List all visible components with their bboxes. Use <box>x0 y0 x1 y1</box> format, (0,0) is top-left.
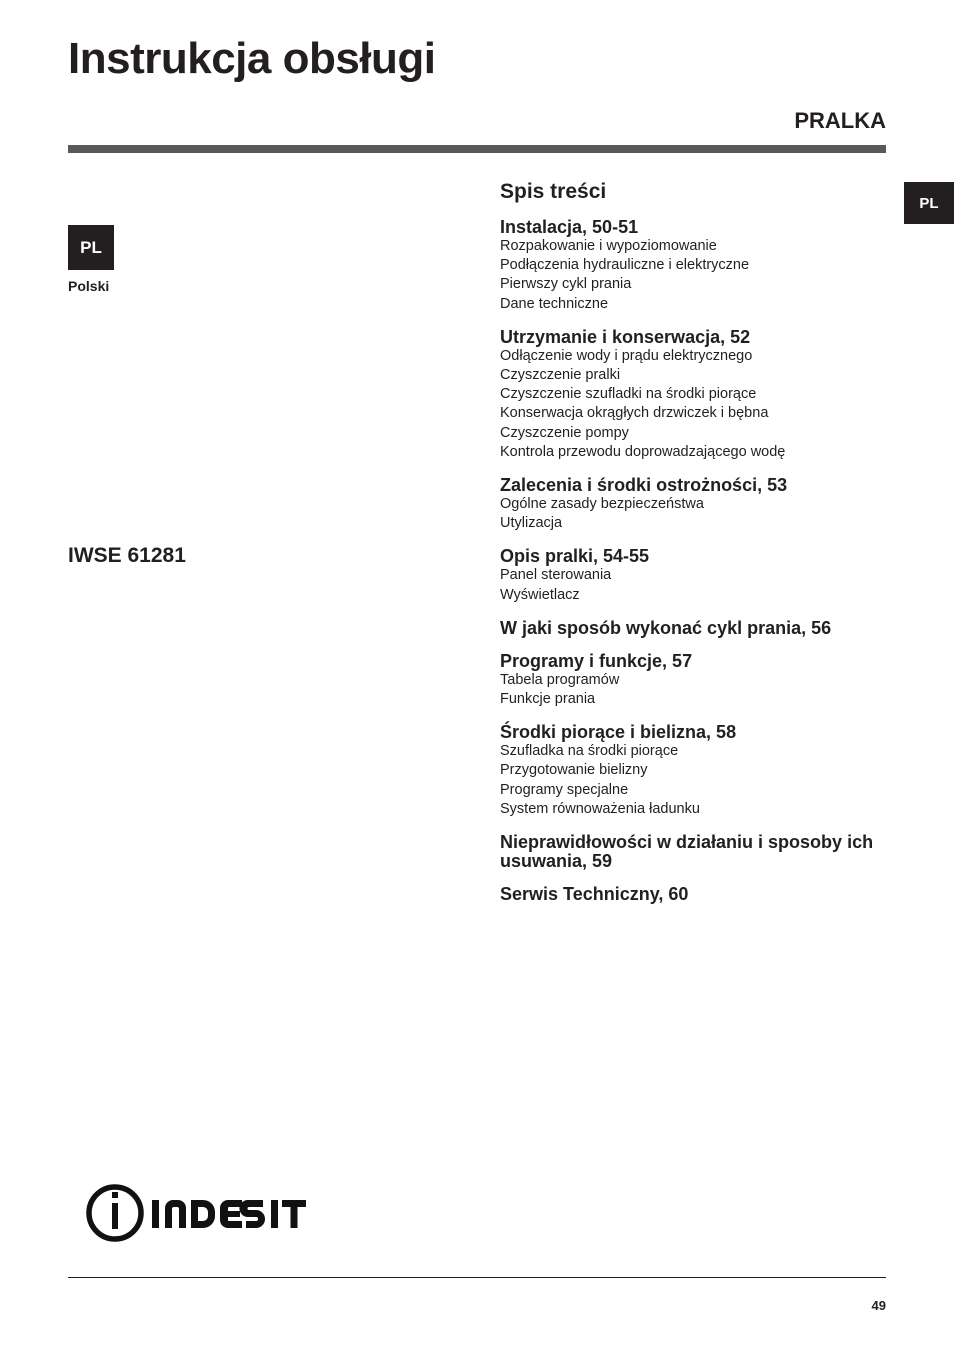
toc-section-item: Czyszczenie pralki <box>500 367 621 384</box>
toc-section-title: Serwis Techniczny, 60 <box>500 884 689 905</box>
indesit-emblem-icon <box>89 1187 141 1239</box>
table-of-contents <box>500 179 886 918</box>
toc-section <box>500 833 886 871</box>
footer-divider <box>68 1277 886 1278</box>
language-badge: PL <box>68 225 114 270</box>
toc-section-title: W jaki sposób wykonać cykl prania, 56 <box>500 617 832 638</box>
language-name: Polski <box>68 278 110 294</box>
toc-section-title: Środki piorące i bielizna, 58 <box>500 722 737 743</box>
indesit-logo <box>86 1183 316 1243</box>
toc-section-title: Opis pralki, 54-55 <box>500 546 650 567</box>
toc-section-item: Czyszczenie pompy <box>500 424 629 441</box>
toc-section-item: Szufladka na środki piorące <box>500 743 679 760</box>
toc-section-item: Czyszczenie szufladki na środki piorące <box>500 386 757 403</box>
toc-section <box>500 328 886 462</box>
toc-section-item: Ogólne zasady bezpieczeństwa <box>500 496 704 513</box>
language-side-tab: PL <box>904 182 954 224</box>
toc-heading: Spis treści <box>500 180 607 203</box>
toc-section-item: Konserwacja okrągłych drzwiczek i bębna <box>500 405 769 422</box>
toc-section <box>500 619 886 638</box>
toc-section <box>500 652 886 709</box>
toc-section-title: Zalecenia i środki ostrożności, 53 <box>500 475 788 496</box>
toc-section-item: Rozpakowanie i wypoziomowanie <box>500 238 717 254</box>
toc-section-title: Instalacja, 50-51 <box>500 217 639 237</box>
header-divider <box>68 145 886 153</box>
toc-section-item: Panel sterowania <box>500 567 612 584</box>
toc-section-item: System równoważenia ładunku <box>500 800 700 817</box>
toc-section-item: Funkcje prania <box>500 691 596 708</box>
page-number: 49 <box>871 1298 886 1313</box>
toc-section <box>500 547 886 604</box>
toc-sections <box>500 218 886 904</box>
model-number: IWSE 61281 <box>68 544 186 567</box>
toc-section-item: Tabela programów <box>500 671 620 688</box>
toc-section-title: Programy i funkcje, 57 <box>500 650 693 671</box>
toc-section-item: Przygotowanie bielizny <box>500 762 648 779</box>
toc-section-title: Nieprawidłowości w działaniu i sposoby ich usuwania, 59 <box>500 832 874 872</box>
toc-section <box>500 723 886 819</box>
toc-section-item: Podłączenia hydrauliczne i elektryczne <box>500 257 750 274</box>
toc-section-item: Utylizacja <box>500 515 563 532</box>
indesit-wordmark <box>152 1200 306 1228</box>
toc-section <box>500 218 886 314</box>
toc-section-item: Wyświetlacz <box>500 586 580 603</box>
toc-section-item: Odłączenie wody i prądu elektrycznego <box>500 347 753 364</box>
toc-section-item: Programy specjalne <box>500 781 629 798</box>
document-subtitle: PRALKA <box>794 108 886 133</box>
toc-section <box>500 885 886 904</box>
page-title: Instrukcja obsługi <box>68 34 436 83</box>
toc-section-item: Kontrola przewodu doprowadzającego wodę <box>500 443 786 460</box>
toc-section-title: Utrzymanie i konserwacja, 52 <box>500 326 751 347</box>
toc-section <box>500 476 886 533</box>
toc-section-item: Dane techniczne <box>500 295 609 312</box>
toc-section-item: Pierwszy cykl prania <box>500 276 632 293</box>
